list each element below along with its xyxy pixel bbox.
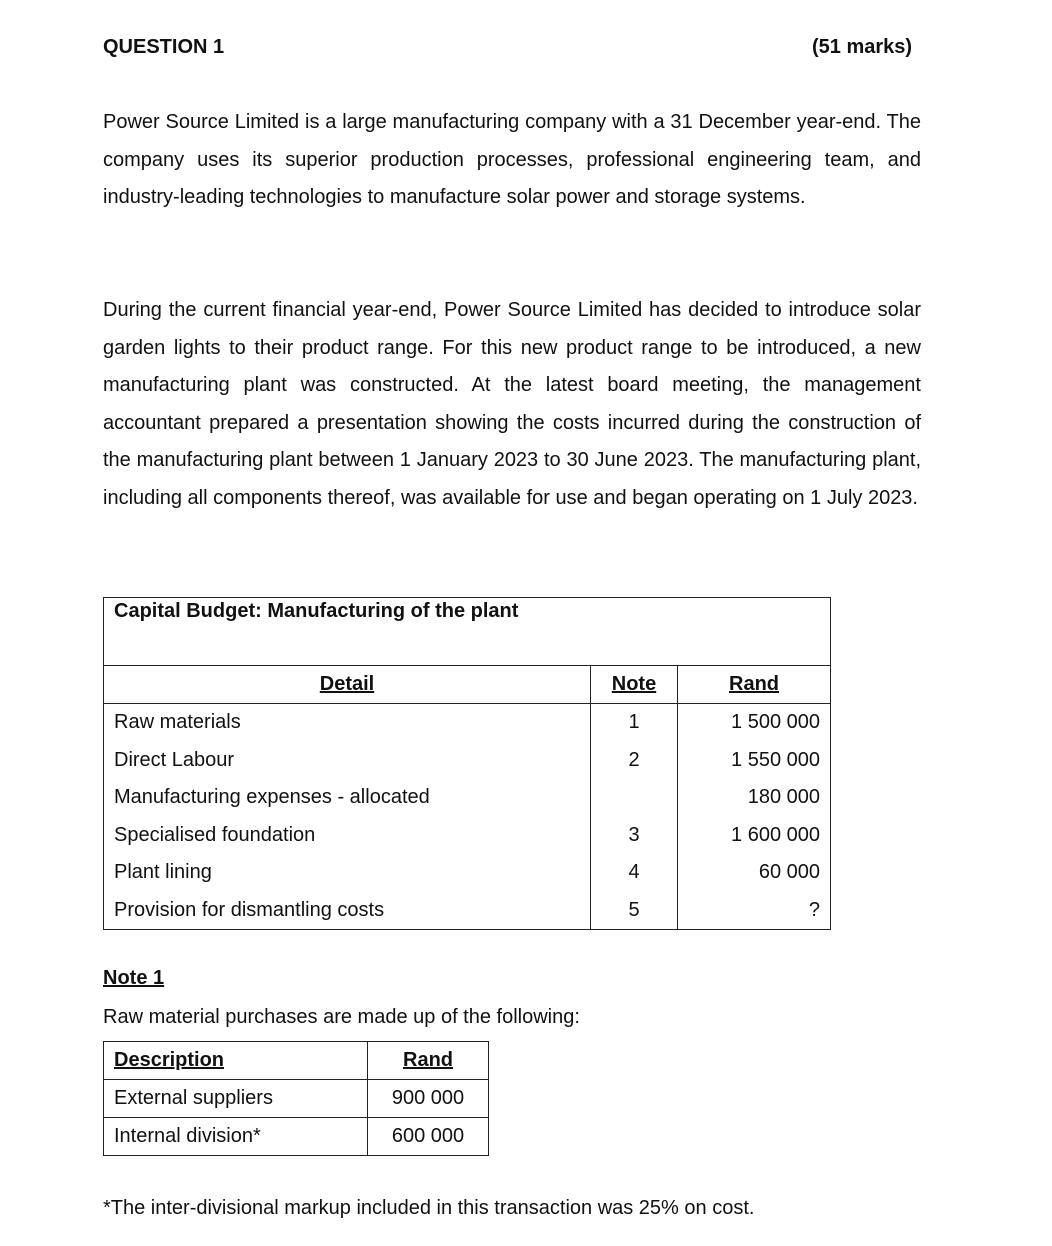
table-row xyxy=(104,892,831,930)
header-note: Note xyxy=(591,666,678,704)
intro-paragraph: Power Source Limited is a large manufacturing company with a 31 December year-end. The company uses its superior production processes, professional engineering team, and industry-leading technologies to manufacture solar power and storage systems. xyxy=(103,111,921,209)
row-detail: Direct Labour xyxy=(104,742,591,780)
header-rand: Rand xyxy=(678,666,831,704)
header-description: Description xyxy=(104,1042,368,1080)
row-rand: 600 000 xyxy=(368,1118,489,1156)
question-marks: (51 marks) xyxy=(812,36,913,58)
footnote: *The inter-divisional markup included in this transaction was 25% on cost. xyxy=(103,1197,755,1219)
row-rand: 60 000 xyxy=(678,854,831,892)
row-detail: Provision for dismantling costs xyxy=(104,892,591,930)
raw-materials-table xyxy=(103,1041,489,1156)
budget-header-row xyxy=(104,666,831,704)
table-row xyxy=(104,1118,489,1156)
row-note: 2 xyxy=(591,742,678,780)
row-rand: ? xyxy=(678,892,831,930)
note1-intro: Raw material purchases are made up of the following: xyxy=(103,1006,580,1028)
row-rand: 900 000 xyxy=(368,1080,489,1118)
table-row xyxy=(104,742,831,780)
row-rand: 180 000 xyxy=(678,779,831,817)
row-note: 3 xyxy=(591,817,678,855)
budget-table-title: Capital Budget: Manufacturing of the plant xyxy=(104,598,831,666)
row-description: External suppliers xyxy=(104,1080,368,1118)
table-row xyxy=(104,704,831,742)
question-title: QUESTION 1 xyxy=(103,36,225,58)
row-note: 1 xyxy=(591,704,678,742)
note1-header-row xyxy=(104,1042,489,1080)
row-note xyxy=(591,779,678,817)
row-note: 4 xyxy=(591,854,678,892)
row-detail: Plant lining xyxy=(104,854,591,892)
table-row xyxy=(104,817,831,855)
construction-paragraph: During the current financial year-end, Power Source Limited has decided to introduce solar garden lights to their product range. For this new product range to be introduced, a new manufacturing plant was constructed. At the latest board meeting, the management accountant prepared a presentation showing the costs incurred during the construction of the manufacturing plant between 1 January 2023 to 30 June 2023. The manufacturing plant, including all components thereof, was available for use and began operating on 1 July 2023. xyxy=(103,299,921,509)
row-rand: 1 600 000 xyxy=(678,817,831,855)
table-row xyxy=(104,1080,489,1118)
row-note: 5 xyxy=(591,892,678,930)
row-rand: 1 550 000 xyxy=(678,742,831,780)
row-rand: 1 500 000 xyxy=(678,704,831,742)
row-detail: Raw materials xyxy=(104,704,591,742)
note1-heading: Note 1 xyxy=(103,967,165,989)
row-description: Internal division* xyxy=(104,1118,368,1156)
capital-budget-table xyxy=(103,597,831,930)
row-detail: Manufacturing expenses - allocated xyxy=(104,779,591,817)
table-row xyxy=(104,854,831,892)
header-rand: Rand xyxy=(368,1042,489,1080)
row-detail: Specialised foundation xyxy=(104,817,591,855)
header-detail: Detail xyxy=(104,666,591,704)
table-row xyxy=(104,779,831,817)
